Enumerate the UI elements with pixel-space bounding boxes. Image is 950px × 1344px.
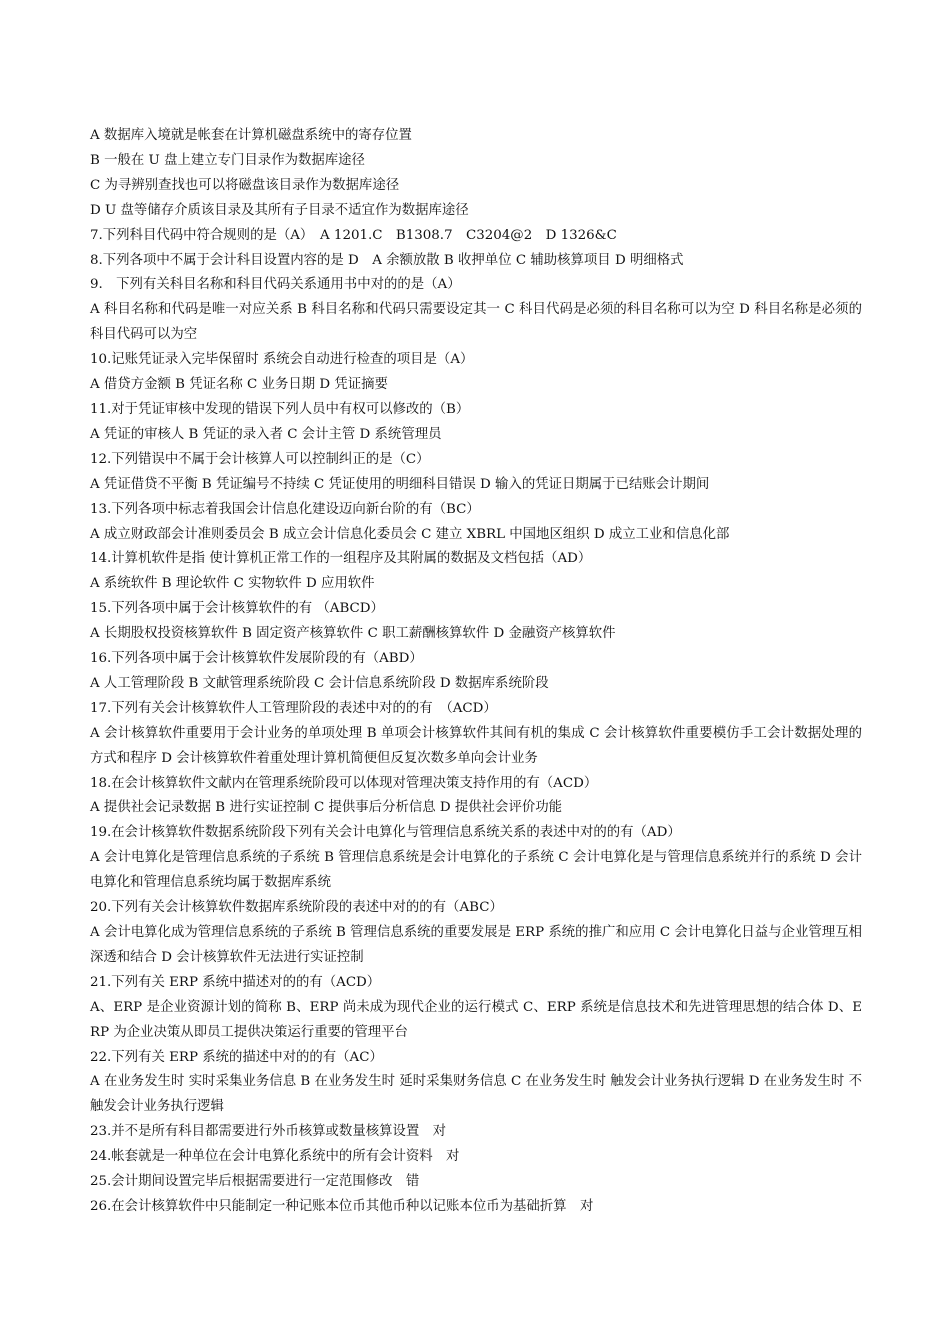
answer-options: A 提供社会记录数据 B 进行实证控制 C 提供事后分析信息 D 提供社会评价功能 xyxy=(90,800,563,816)
answer-options: A 凭证的审核人 B 凭证的录入者 C 会计主管 D 系统管理员 xyxy=(90,426,442,442)
answer-options: A 凭证借贷不平衡 B 凭证编号不持续 C 凭证使用的明细科目错误 D 输入的凭证日期属于已结账会计期间 xyxy=(90,476,710,492)
answer-options: A 系统软件 B 理论软件 C 实物软件 D 应用软件 xyxy=(90,576,375,592)
answer-options: A 在业务发生时 实时采集业务信息 B 在业务发生时 延时采集财务信息 C 在业务发生时 触发会计业务执行逻辑 D 在业务发生时 不触发会计业务执行逻辑 xyxy=(90,1074,862,1115)
question-9: 9. 下列有关科目名称和科目代码关系通用书中对的的是（A） xyxy=(90,277,461,293)
answer-options: A 科目名称和代码是唯一对应关系 B 科目名称和代码只需要设定其一 C 科目代码是必须的科目名称可以为空 D 科目名称是必须的科目代码可以为空 xyxy=(90,302,862,343)
answer-options: A 会计核算软件重要用于会计业务的单项处理 B 单项会计核算软件其间有机的集成 C 会计核算软件重要模仿手工会计数据处理的方式和程序 D 会计核算软件着重处理计算机简便但反复次数多单向会计业务 xyxy=(90,725,862,766)
question-16: 16.下列各项中属于会计核算软件发展阶段的有（ABD） xyxy=(90,651,423,667)
question-22: 22.下列有关 ERP 系统的描述中对的的有（AC） xyxy=(90,1049,383,1065)
question-20: 20.下列有关会计核算软件数据库系统阶段的表述中对的的有（ABC） xyxy=(90,900,503,916)
question-21: 21.下列有关 ERP 系统中描述对的的有（ACD） xyxy=(90,974,381,990)
question-24: 24.帐套就是一种单位在会计电算化系统中的所有会计资料 对 xyxy=(90,1149,460,1165)
answer-options: A 会计电算化成为管理信息系统的子系统 B 管理信息系统的重要发展是 ERP 系统的推广和应用 C 会计电算化日益与企业管理互相深透和结合 D 会计核算软件无法进行实证控制 xyxy=(90,925,862,965)
question-14: 14.计算机软件是指 使计算机正常工作的一组程序及其附属的数据及文档包括（AD） xyxy=(90,551,592,567)
question-15: 15.下列各项中属于会计核算软件的有 （ABCD） xyxy=(90,601,384,617)
question-19: 19.在会计核算软件数据系统阶段下列有关会计电算化与管理信息系统关系的表述中对的的有（AD） xyxy=(90,825,681,841)
text-line: A 数据库入境就是帐套在计算机磁盘系统中的寄存位置 xyxy=(90,128,412,143)
question-11: 11.对于凭证审核中发现的错误下列人员中有权可以修改的（B） xyxy=(90,401,470,417)
answer-options: A 人工管理阶段 B 文献管理系统阶段 C 会计信息系统阶段 D 数据库系统阶段 xyxy=(90,675,549,691)
question-13: 13.下列各项中标志着我国会计信息化建设迈向新台阶的有（BC） xyxy=(90,501,480,517)
question-10: 10.记账凭证录入完毕保留时 系统会自动进行检查的项目是（A） xyxy=(90,352,474,368)
question-17: 17.下列有关会计核算软件人工管理阶段的表述中对的的有 （ACD） xyxy=(90,700,497,716)
answer-options: A 借贷方金额 B 凭证名称 C 业务日期 D 凭证摘要 xyxy=(90,377,388,393)
text-line: B 一般在 U 盘上建立专门目录作为数据库途径 xyxy=(90,152,365,168)
answer-options: A 长期股权投资核算软件 B 固定资产核算软件 C 职工薪酬核算软件 D 金融资产核算软件 xyxy=(90,626,616,642)
text-line: D U 盘等储存介质该目录及其所有子目录不适宜作为数据库途径 xyxy=(90,202,469,218)
answer-options: A、ERP 是企业资源计划的简称 B、ERP 尚未成为现代企业的运行模式 C、ERP 系统是信息技术和先进管理思想的结合体 D、ERP 为企业决策从即员工提供决策运行重要的管理平台 xyxy=(90,999,862,1040)
question-26: 26.在会计核算软件中只能制定一种记账本位币其他币种以记账本位币为基础折算 对 xyxy=(90,1198,594,1214)
question-18: 18.在会计核算软件文献内在管理系统阶段可以体现对管理决策支持作用的有（ACD） xyxy=(90,775,598,791)
answer-options: A 成立财政部会计准则委员会 B 成立会计信息化委员会 C 建立 XBRL 中国地区组织 D 成立工业和信息化部 xyxy=(90,526,730,542)
text-line: C 为寻辨别查找也可以将磁盘该目录作为数据库途径 xyxy=(90,177,400,193)
document-body xyxy=(90,124,862,1220)
question-7: 7.下列科目代码中符合规则的是（A） A 1201.C B1308.7 C3204@2 D 1326&C xyxy=(90,227,617,243)
question-25: 25.会计期间设置完毕后根据需要进行一定范围修改 错 xyxy=(90,1174,420,1190)
question-23: 23.并不是所有科目都需要进行外币核算或数量核算设置 对 xyxy=(90,1124,447,1140)
answer-options: A 会计电算化是管理信息系统的子系统 B 管理信息系统是会计电算化的子系统 C 会计电算化是与管理信息系统并行的系统 D 会计电算化和管理信息系统均属于数据库系统 xyxy=(90,850,862,891)
question-8: 8.下列各项中不属于会计科目设置内容的是 D A 余额放散 B 收押单位 C 辅助核算项目 D 明细格式 xyxy=(90,252,684,268)
question-12: 12.下列错误中不属于会计核算人可以控制纠正的是（C） xyxy=(90,451,430,467)
